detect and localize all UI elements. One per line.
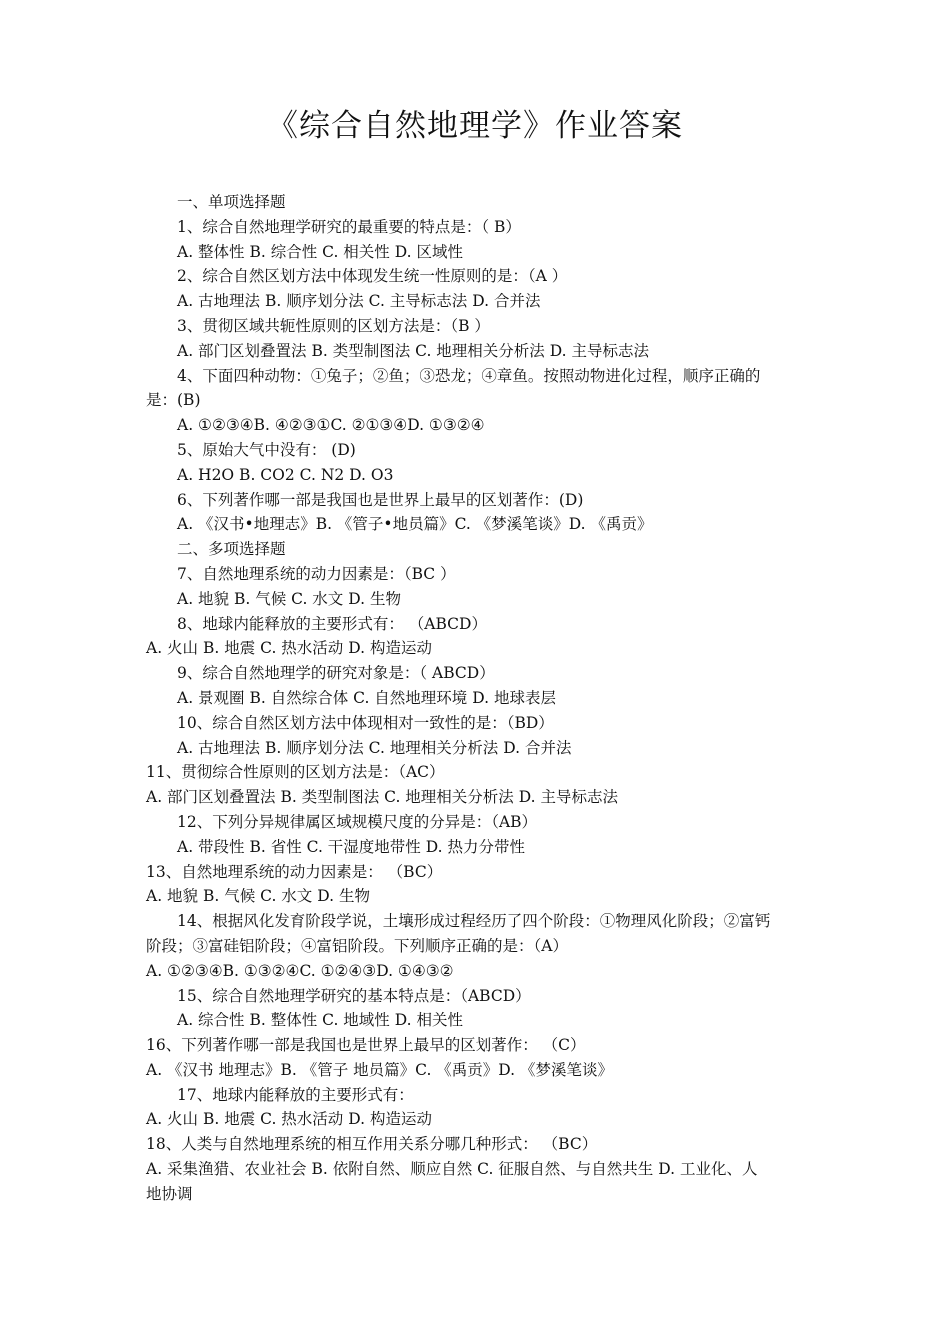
text-line: 4、下面四种动物：①兔子；②鱼；③恐龙；④章鱼。按照动物进化过程，顺序正确的 bbox=[177, 366, 761, 385]
text-line: A. 采集渔猎、农业社会 B. 依附自然、顺应自然 C. 征服自然、与自然共生 D. 工业化、人 bbox=[146, 1160, 758, 1179]
text-line: 2、综合自然区划方法中体现发生统一性原则的是：（A ） bbox=[177, 267, 568, 286]
text-line: A. 《汉书•地理志》B. 《管子•地员篇》C. 《梦溪笔谈》D. 《禹贡》 bbox=[177, 515, 653, 534]
document-body bbox=[146, 190, 816, 1207]
text-line: 地协调 bbox=[146, 1184, 193, 1203]
text-line: 15、综合自然地理学研究的基本特点是：（ABCD） bbox=[177, 986, 531, 1005]
text-line: A. 地貌 B. 气候 C. 水文 D. 生物 bbox=[146, 887, 370, 906]
text-line: 一、单项选择题 bbox=[177, 193, 286, 211]
text-line: 是：(B) bbox=[146, 391, 201, 410]
text-line: A. 古地理法 B. 顺序划分法 C. 地理相关分析法 D. 合并法 bbox=[177, 738, 572, 757]
text-line: 3、贯彻区域共轭性原则的区划方法是：（B ） bbox=[177, 316, 490, 335]
text-line: A. 整体性 B. 综合性 C. 相关性 D. 区域性 bbox=[177, 242, 463, 261]
text-line: A. ①②③④B. ①③②④C. ①②④③D. ①④③② bbox=[146, 961, 454, 980]
text-line: A. 火山 B. 地震 C. 热水活动 D. 构造运动 bbox=[146, 1110, 432, 1129]
text-line: A. 综合性 B. 整体性 C. 地域性 D. 相关性 bbox=[177, 1011, 463, 1030]
text-line: 17、地球内能释放的主要形式有： bbox=[177, 1085, 414, 1104]
text-line: 6、下列著作哪一部是我国也是世界上最早的区划著作：(D) bbox=[177, 490, 584, 509]
text-line: A. 《汉书 地理志》B. 《管子 地员篇》C. 《禹贡》D. 《梦溪笔谈》 bbox=[146, 1060, 614, 1079]
text-line: A. ①②③④B. ④②③①C. ②①③④D. ①③②④ bbox=[177, 416, 485, 435]
text-line: 8、地球内能释放的主要形式有： （ABCD） bbox=[177, 614, 487, 633]
text-line: 18、人类与自然地理系统的相互作用关系分哪几种形式： （BC） bbox=[146, 1135, 598, 1154]
text-line: 1、综合自然地理学研究的最重要的特点是：（ B） bbox=[177, 217, 521, 236]
text-line: 5、原始大气中没有： (D) bbox=[177, 440, 356, 459]
text-line: 11、贯彻综合性原则的区划方法是：（AC） bbox=[146, 763, 445, 782]
text-line: A. 部门区划叠置法 B. 类型制图法 C. 地理相关分析法 D. 主导标志法 bbox=[146, 788, 618, 807]
text-line: 9、综合自然地理学的研究对象是：（ ABCD） bbox=[177, 664, 495, 683]
text-line: A. 景观圈 B. 自然综合体 C. 自然地理环境 D. 地球表层 bbox=[177, 688, 556, 707]
document-title: 《综合自然地理学》作业答案 bbox=[267, 108, 683, 144]
text-line: A. 带段性 B. 省性 C. 干湿度地带性 D. 热力分带性 bbox=[177, 837, 525, 856]
text-line: 16、下列著作哪一部是我国也是世界上最早的区划著作： （C） bbox=[146, 1036, 586, 1055]
text-line: 7、自然地理系统的动力因素是：（BC ） bbox=[177, 564, 456, 583]
text-line: A. H2O B. CO2 C. N2 D. O3 bbox=[177, 465, 394, 484]
text-line: A. 地貌 B. 气候 C. 水文 D. 生物 bbox=[177, 589, 401, 608]
text-line: 12、下列分异规律属区域规模尺度的分异是：（AB） bbox=[177, 812, 538, 831]
text-line: 14、根据风化发育阶段学说，土壤形成过程经历了四个阶段：①物理风化阶段；②富钙 bbox=[177, 912, 771, 931]
text-line: A. 部门区划叠置法 B. 类型制图法 C. 地理相关分析法 D. 主导标志法 bbox=[177, 341, 649, 360]
text-line: 10、综合自然区划方法中体现相对一致性的是：（BD） bbox=[177, 713, 554, 732]
text-line: 二、多项选择题 bbox=[177, 540, 286, 559]
text-line: 13、自然地理系统的动力因素是： （BC） bbox=[146, 862, 443, 881]
text-line: A. 火山 B. 地震 C. 热水活动 D. 构造运动 bbox=[146, 639, 432, 658]
text-line: A. 古地理法 B. 顺序划分法 C. 主导标志法 D. 合并法 bbox=[177, 292, 541, 311]
text-line: 阶段；③富硅铝阶段；④富铝阶段。下列顺序正确的是：（A） bbox=[146, 936, 568, 955]
